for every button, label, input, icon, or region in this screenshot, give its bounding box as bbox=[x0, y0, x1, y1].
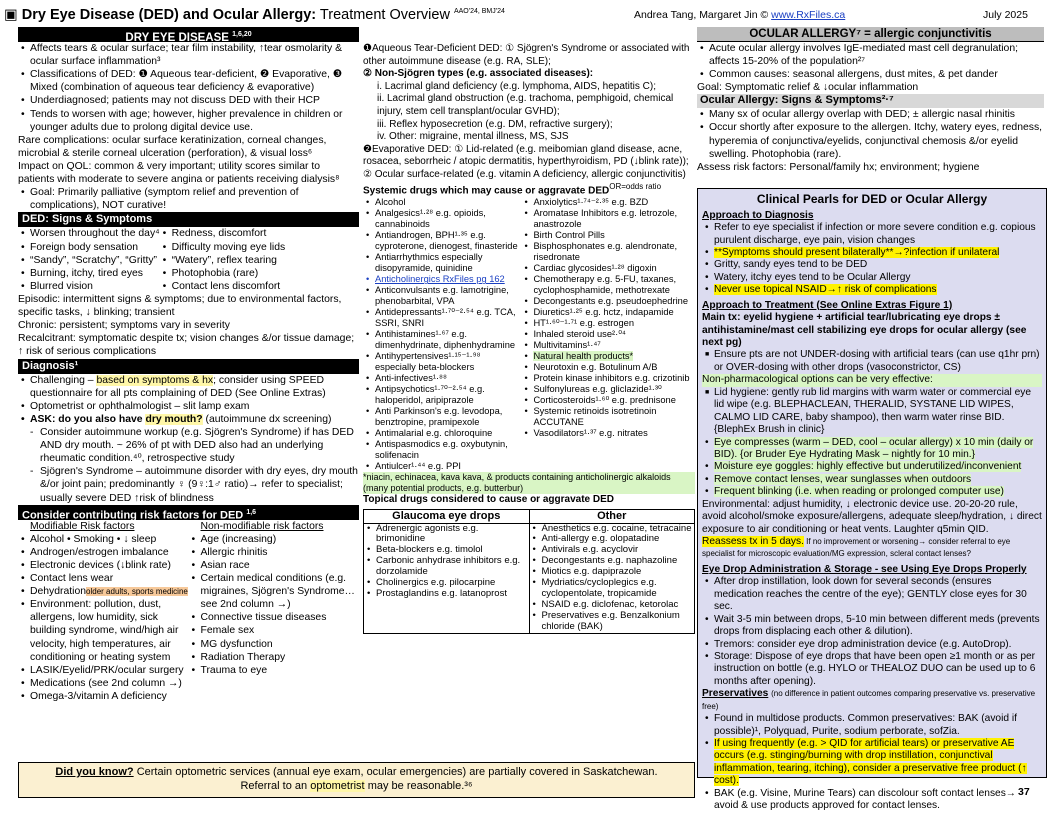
risk-header: Consider contributing risk factors for DED $^{1,6}$ bbox=[18, 505, 359, 520]
list-item: • ASK: do you also have dry mouth? (autoimmune dx screening) bbox=[18, 413, 359, 426]
drug-item: • Adrenergic agonists e.g. brimonidine bbox=[364, 524, 529, 546]
other-head: Other bbox=[530, 510, 695, 524]
risk-item: • Female sex bbox=[189, 624, 360, 637]
ded-banner: DRY EYE DISEASE $^{1,6,20}$ bbox=[18, 27, 359, 42]
list-item: • Occur shortly after exposure to the allergen. Itchy, watery eyes, redness, hyperemia of conjunctiva/eyelids, conjunctival chemosis &/or eyelid swelling. Photophobia (rare). bbox=[697, 121, 1044, 160]
drug-item: • Anti-allergy e.g. olopatadine bbox=[530, 534, 695, 545]
risk-item: • Contact lens wear bbox=[18, 572, 189, 585]
drug-item: • Anti Parkinson's e.g. levodopa, benztropine, pramipexole bbox=[363, 406, 521, 428]
drug-item: • Antihypertensives¹·¹⁵⁻¹·⁹⁸ especially beta-blockers bbox=[363, 351, 521, 373]
drug-item: • Antiandrogen, BPH¹·³⁵ e.g. cyproterone, dienogest, finasteride bbox=[363, 230, 521, 252]
ded-intro-list bbox=[18, 42, 359, 134]
risk-item: • Environment: pollution, dust, allergens, low humidity, sick building syndrome, wind/high air velocity, high temperatures, air conditioning or heating system bbox=[18, 598, 189, 664]
dx-approach-head: Approach to Diagnosis bbox=[702, 209, 814, 221]
drug-item: • Anticonvulsants e.g. lamotrigine, phenobarbital, VPA bbox=[363, 285, 521, 307]
drug-item: • Antiulcer¹·⁴⁴ e.g. PPI bbox=[363, 461, 521, 472]
diagnosis-header: Diagnosis¹ bbox=[18, 359, 359, 374]
risk-item: • Allergic rhinitis bbox=[189, 546, 360, 559]
date: July 2025 bbox=[983, 9, 1028, 21]
list-item: • Storage: Dispose of eye drops that have been open ≥1 month or as per instruction on bottle (e.g. HYLO or THEALOZ DUO can be used up to 6 months after opening). bbox=[702, 651, 1042, 688]
drug-item: • Corticosteroids¹·⁶⁰ e.g. prednisone bbox=[521, 395, 695, 406]
symptom-item: • “Sandy”, “Scratchy”, “Gritty” bbox=[18, 254, 160, 267]
symptom-item: • “Watery”, reflex tearing bbox=[160, 254, 286, 267]
drug-item: • Bisphosphonates e.g. alendronate, risedronate bbox=[521, 241, 695, 263]
drug-item[interactable]: • Anticholinergics RxFiles pg 162 bbox=[363, 274, 521, 285]
ocular-surface-type: ② Ocular surface-related (e.g. vitamin A deficiency, allergic conjunctivitis) bbox=[363, 168, 686, 180]
nonmodifiable-head: Non-modifiable risk factors bbox=[200, 520, 324, 532]
risk-item: • Age (increasing) bbox=[189, 533, 360, 546]
qol-impact: Impact on QOL: common & very important; utility scores similar to patients with moderate to severe angina or patients receiving dialysis⁸ bbox=[18, 160, 340, 186]
list-item: • Watery, itchy eyes tend to be Ocular Allergy bbox=[702, 272, 1042, 284]
symptom-item: • Redness, discomfort bbox=[160, 227, 286, 240]
list-item: • **Symptoms should present bilaterally**→?infection if unilateral bbox=[702, 247, 1042, 259]
risk-item: • LASIK/Eyelid/PRK/ocular surgery bbox=[18, 664, 189, 677]
non-sjogren: ② Non-Sjögren types (e.g. associated diseases): bbox=[363, 68, 594, 80]
list-item: ii. Lacrimal gland obstruction (e.g. trachoma, pemphigoid, chemical injury, stem cell transplant/ocular GVHD); bbox=[377, 93, 674, 117]
drug-item: • Anesthetics e.g. cocaine, tetracaine bbox=[530, 524, 695, 535]
drug-item: • Antimalarial e.g. chloroquine bbox=[363, 428, 521, 439]
drug-item: • Beta-blockers e.g. timolol bbox=[364, 545, 529, 556]
page-icon: ▣ bbox=[4, 7, 18, 23]
sjogren-note: - Sjögren's Syndrome – autoimmune disorder with dry eyes, dry mouth &/or joint pain; predominantly ♀ (9♀:1♂ ratio)→ refer to specialist; usually severe DED ↑risk of blindness bbox=[30, 466, 358, 504]
drug-item: • Decongestants e.g. pseudoephedrine bbox=[521, 296, 695, 307]
list-item: • Remove contact lenses, wear sunglasses when outdoors bbox=[702, 474, 1042, 486]
drug-item: • Inhaled steroid use²·⁰⁴ bbox=[521, 329, 695, 340]
list-item: • Underdiagnosed; patients may not discuss DED with their HCP bbox=[18, 94, 359, 107]
drug-item: • Diuretics¹·²⁵ e.g. hctz, indapamide bbox=[521, 307, 695, 318]
drug-item: • Preservatives e.g. Benzalkonium chloride (BAK) bbox=[530, 611, 695, 633]
list-item: • Wait 3-5 min between drops, 5-10 min between different meds (prevents drops from displacing each other & dilution). bbox=[702, 614, 1042, 639]
risk-item: • Trauma to eye bbox=[189, 664, 360, 677]
autoimmune-workup: - Consider autoimmune workup (e.g. Sjögren's Syndrome) if has DED AND dry mouth. ~ 26% of pt with DED also had an underlying rheumatic condition.⁴⁰, retrospective study bbox=[30, 426, 354, 465]
list-item: • Affects tears & ocular surface; tear film instability, ↑tear osmolarity & ocular surface inflammation³ bbox=[18, 42, 359, 68]
list-item: • Acute ocular allergy involves IgE-mediated mast cell degranulation; affects 15-20% of the population²⁷ bbox=[697, 42, 1044, 68]
list-item: ■ Lid hygiene: gently rub lid margins with warm water or commercial eye lid wipe (e.g. BLEPHACLEAN, THERALID, SYSTANE LID WIPES, CALMO LID CARE, baby shampoo), then warm water rinse BID. {BlephEx Brush in clinic} bbox=[702, 387, 1042, 437]
episodic: Episodic: intermittent signs & symptoms; due to environmental factors, specific tasks, ↓ blinking; transient bbox=[18, 293, 342, 319]
drug-item: • Natural health products* bbox=[521, 351, 695, 362]
drug-item: • NSAID e.g. diclofenac, ketorolac bbox=[530, 600, 695, 611]
glaucoma-head: Glaucoma eye drops bbox=[364, 510, 529, 524]
drug-item: • Cholinergics e.g. pilocarpine bbox=[364, 578, 529, 589]
list-item: ■ Ensure pts are not UNDER-dosing with artificial tears (can use q1hr prn) or OVER-dosing with other drops (vasoconstrictor, CS) bbox=[702, 349, 1042, 374]
systemic-drugs-head: Systemic drugs which may cause or aggravate $DED^{OR=odds ratio}$ bbox=[363, 181, 662, 196]
nonpharm-head: Non-pharmacological options can be very effective: bbox=[702, 374, 1042, 386]
list-item: • Tends to worsen with age; however, higher prevalence in children or younger adults due to prolong digital device use. bbox=[18, 108, 359, 134]
topical-drugs-head: Topical drugs considered to cause or aggravate DED bbox=[363, 494, 614, 506]
drug-item: • Multivitamins¹·⁴⁷ bbox=[521, 340, 695, 351]
risk-item: • Connective tissue diseases bbox=[189, 611, 360, 624]
risk-grid bbox=[18, 520, 359, 704]
list-item: • Refer to eye specialist if infection or more severe condition e.g. copious purulent discharge, eye pain, vision changes bbox=[702, 222, 1042, 247]
tx-approach-head: Approach to Treatment (See Online Extras Figure 1) bbox=[702, 299, 953, 311]
main-tx: Main tx: eyelid hygiene + artificial tear/lubricating eye drops ± antihistamine/mast cell stabilizing eye drops for ocular allergy (see next pg) bbox=[702, 312, 1027, 348]
non-sjogren-list bbox=[363, 81, 695, 144]
list-item: • Eye compresses (warm – DED, cool – ocular allergy) x 10 min (daily or BID). {or Bruder Eye Hydrating Mask – nightly for 10 min.} bbox=[702, 437, 1042, 462]
risk-item: • Omega-3/vitamin A deficiency bbox=[18, 690, 189, 703]
signs-grid bbox=[18, 227, 359, 293]
drug-item: • Antidepressants¹·⁷⁰⁻²·⁵⁴ e.g. TCA, SSRI, SNRI bbox=[363, 307, 521, 329]
drug-item: • Alcohol bbox=[363, 197, 521, 208]
symptom-item: • Difficulty moving eye lids bbox=[160, 241, 286, 254]
drug-item: • Birth Control Pills bbox=[521, 230, 695, 241]
did-you-know-box: Did you know? Certain optometric services (annual eye exam, ocular emergencies) are partially covered in Saskatchewan. Referral to an optometrist may be reasonable.³⁶ bbox=[18, 762, 695, 798]
list-item: • BAK (e.g. Visine, Murine Tears) can discolour soft contact lenses→ avoid & use products approved for contact lenses. bbox=[702, 788, 1042, 813]
drug-item: • Sulfonylureas e.g. gliclazide¹·³⁰ bbox=[521, 384, 695, 395]
page-number: 37 bbox=[1018, 786, 1030, 798]
list-item: • Frequent blinking (i.e. when reading or prolonged computer use) bbox=[702, 486, 1042, 498]
page-title: ▣ Dry Eye Disease (DED) and Ocular Allergy: Treatment Overview $^{AAO'24, BMJ'24}$ bbox=[4, 7, 505, 23]
risk-item: • Certain medical conditions (e.g. migraines, Sjögren's Syndrome… see 2nd column →) bbox=[189, 572, 360, 611]
drug-item: • Systemic retinoids isotretinoin ACCUTANE bbox=[521, 406, 695, 428]
allergy-banner: OCULAR ALLERGY⁷ = allergic conjunctivitis bbox=[697, 27, 1044, 42]
drug-item: • Aromatase Inhibitors e.g. letrozole, anastrozole bbox=[521, 208, 695, 230]
goal: • Goal: Primarily palliative (symptom relief and prevention of complications), NOT curative! bbox=[18, 186, 359, 212]
diagnosis-list bbox=[18, 374, 359, 426]
list-item: i. Lacrimal gland deficiency (e.g. lymphoma, AIDS, hepatitis C); bbox=[377, 80, 657, 92]
drug-item: • Mydriatics/cycloplegics e.g. cyclopentolate, tropicamide bbox=[530, 578, 695, 600]
allergy-risk: Assess risk factors: Personal/family hx; environment; hygiene bbox=[697, 161, 980, 173]
drug-item: • Miotics e.g. dapiprazole bbox=[530, 567, 695, 578]
nhp-note: *niacin, echinacea, kava kava, & products containing anticholinergic alkaloids (many potential products, e.g. butterbur) bbox=[363, 472, 695, 495]
risk-item: • Electronic devices (↓blink rate) bbox=[18, 559, 189, 572]
list-item: iii. Reflex hyposecretion (e.g. DM, refractive surgery); bbox=[377, 118, 613, 130]
systemic-drugs bbox=[363, 197, 695, 471]
signs-header: DED: Signs & Symptoms bbox=[18, 212, 359, 227]
list-item: • Optometrist or ophthalmologist – slit lamp exam bbox=[18, 400, 359, 413]
symptom-item: • Burning, itchy, tired eyes bbox=[18, 267, 160, 280]
drug-item: • Vasodilators¹·³⁷ e.g. nitrates bbox=[521, 428, 695, 439]
ocular-allergy-column bbox=[697, 27, 1044, 175]
drug-item: • Protein kinase inhibitors e.g. crizotinib bbox=[521, 373, 695, 384]
drug-item: • Antispasmodics e.g. oxybutynin, solifenacin bbox=[363, 439, 521, 461]
reassess: Reassess tx in 5 days. If no improvement or worsening→ consider referral to eye specialist for microscopic evaluation/MG expression, scleral contact lenses? bbox=[702, 536, 1011, 559]
risk-item: • Radiation Therapy bbox=[189, 651, 360, 664]
types-column bbox=[363, 27, 695, 762]
list-item: • If using frequently (e.g. > QID for artificial tears) or preservative AE occurs (e.g. stinging/burning with drop instillation, conjunctival inflammation, tearing, itching), consider a preservative free product (↑ cost). bbox=[702, 738, 1042, 788]
ded-column bbox=[18, 27, 359, 762]
drug-item: • Analgesics¹·²⁸ e.g. opioids, cannabinoids bbox=[363, 208, 521, 230]
drug-item: • HT¹·⁶⁰⁻¹·⁷¹ e.g. estrogen bbox=[521, 318, 695, 329]
risk-item: • MG dysfunction bbox=[189, 638, 360, 651]
aqueous-type: ❶Aqueous Tear-Deficient DED: ① Sjögren's Syndrome or associated with other autoimmune disease (e.g. RA, SLE); bbox=[363, 43, 690, 67]
drug-item: • Neurotoxin e.g. Botulinum A/B bbox=[521, 362, 695, 373]
risk-item: • Dehydrationolder adults, sports medicine bbox=[18, 585, 189, 598]
authors: Andrea Tang, Margaret Jin © www.RxFiles.ca bbox=[634, 9, 846, 21]
risk-item: • Alcohol • Smoking • ↓ sleep bbox=[18, 533, 189, 546]
drug-item: • Carbonic anhydrase inhibitors e.g. dorzolamide bbox=[364, 556, 529, 578]
modifiable-head: Modifiable Risk factors bbox=[30, 520, 135, 532]
drug-item: • Cardiac glycosides¹·²⁸ digoxin bbox=[521, 263, 695, 274]
list-item: • Moisture eye goggles: highly effective but underutilized/inconvenient bbox=[702, 461, 1042, 473]
list-item: • Found in multidose products. Common preservatives: BAK (avoid if possible)¹, Polyquad, Purite, sodium perborate, sofZia. bbox=[702, 713, 1042, 738]
symptom-item: • Photophobia (rare) bbox=[160, 267, 286, 280]
list-item: iv. Other: migraine, mental illness, MS, SJS bbox=[377, 131, 569, 143]
rxfiles-link[interactable]: www.RxFiles.ca bbox=[771, 9, 846, 21]
environmental: Environmental: adjust humidity, ↓ electronic device use. 20-20-20 rule, avoid alcohol/smoke exposure/allergens, adequate sleep/hydration, ↓ direct exposure to air conditioning or heat vents. Laughter q5min QID. bbox=[702, 498, 1042, 535]
drug-item: • Chemotherapy e.g. 5-FU, taxanes, cyclophosphamide, methotrexate bbox=[521, 274, 695, 296]
drug-item: • Anti-infectives¹·⁸⁸ bbox=[363, 373, 521, 384]
drug-item: • Decongestants e.g. naphazoline bbox=[530, 556, 695, 567]
preservatives-head: Preservatives (no difference in patient outcomes comparing preservative vs. preservative free) bbox=[702, 688, 1036, 711]
list-item: • After drop instillation, look down for several seconds (ensures medication reaches the centre of the eye); GENTLY close eyes for 30 sec. bbox=[702, 576, 1042, 613]
list-item: • Tremors: consider eye drop administration device (e.g. AutoDrop). bbox=[702, 639, 1042, 651]
symptom-item: • Contact lens discomfort bbox=[160, 280, 286, 293]
list-item: • Common causes: seasonal allergens, dust mites, & pet dander bbox=[697, 68, 1044, 81]
list-item: • Gritty, sandy eyes tend to be DED bbox=[702, 259, 1042, 271]
list-item: • Never use topical NSAID→↑ risk of complications bbox=[702, 284, 1042, 296]
list-item: • Challenging – based on symptoms & hx; consider using SPEED questionnaire for all pts complaining of DED (See Online Extras) bbox=[18, 374, 359, 400]
risk-item: • Androgen/estrogen imbalance bbox=[18, 546, 189, 559]
evaporative-type: ❷Evaporative DED: ① Lid-related (e.g. meibomian gland disease, acne, rosacea, seborrheic / atopic dermatitis, hyperthyroidism, PD (↓blink rate)); bbox=[363, 143, 689, 168]
drug-item: • Prostaglandins e.g. latanoprost bbox=[364, 589, 529, 600]
drug-item: • Antivirals e.g. acyclovir bbox=[530, 545, 695, 556]
allergy-goal: Goal: Symptomatic relief & ↓ocular inflammation bbox=[697, 82, 919, 94]
drug-item: • Anxiolytics¹·⁷⁴⁻²·³⁵ e.g. BZD bbox=[521, 197, 695, 208]
symptom-item: • Foreign body sensation bbox=[18, 241, 160, 254]
page-header bbox=[0, 0, 1047, 26]
pearls-title: Clinical Pearls for DED or Ocular Allergy bbox=[756, 192, 988, 206]
drug-item: • Antipsychotics¹·⁷⁰⁻²·⁵⁴ e.g. haloperidol, aripiprazole bbox=[363, 384, 521, 406]
list-item: • Many sx of ocular allergy overlap with DED; ± allergic nasal rhinitis bbox=[697, 108, 1044, 121]
risk-item: • Asian race bbox=[189, 559, 360, 572]
drop-admin-head[interactable]: Eye Drop Administration & Storage - see Using Eye Drops Properly bbox=[702, 563, 1027, 575]
symptom-item: • Worsen throughout the day⁴ bbox=[18, 227, 160, 240]
chronic: Chronic: persistent; symptoms vary in severity bbox=[18, 320, 230, 332]
risk-item: • Medications (see 2nd column →) bbox=[18, 677, 189, 690]
allergy-signs-head: Ocular Allergy: Signs & Symptoms²·⁷ bbox=[697, 94, 1044, 108]
drug-item: • Antiarrhythmics especially disopyramide, quinidine bbox=[363, 252, 521, 274]
recalcitrant: Recalcitrant: symptomatic despite tx; vision changes &/or tissue damage; ↑ risk of serious complications bbox=[18, 333, 355, 358]
rare-complications: Rare complications: ocular surface keratinization, corneal changes, microbial & sterile corneal ulceration (perforation), & visual loss⁶ bbox=[18, 134, 327, 159]
list-item: • Classifications of DED: ❶ Aqueous tear-deficient, ❷ Evaporative, ❸ Mixed (combination of aqueous tear deficiency & evaporative) bbox=[18, 68, 359, 94]
symptom-item: • Blurred vision bbox=[18, 280, 160, 293]
topical-drugs-table bbox=[363, 509, 695, 634]
drug-item: • Antihistamines¹·⁶⁷ e.g. dimenhydrinate, diphenhydramine bbox=[363, 329, 521, 351]
